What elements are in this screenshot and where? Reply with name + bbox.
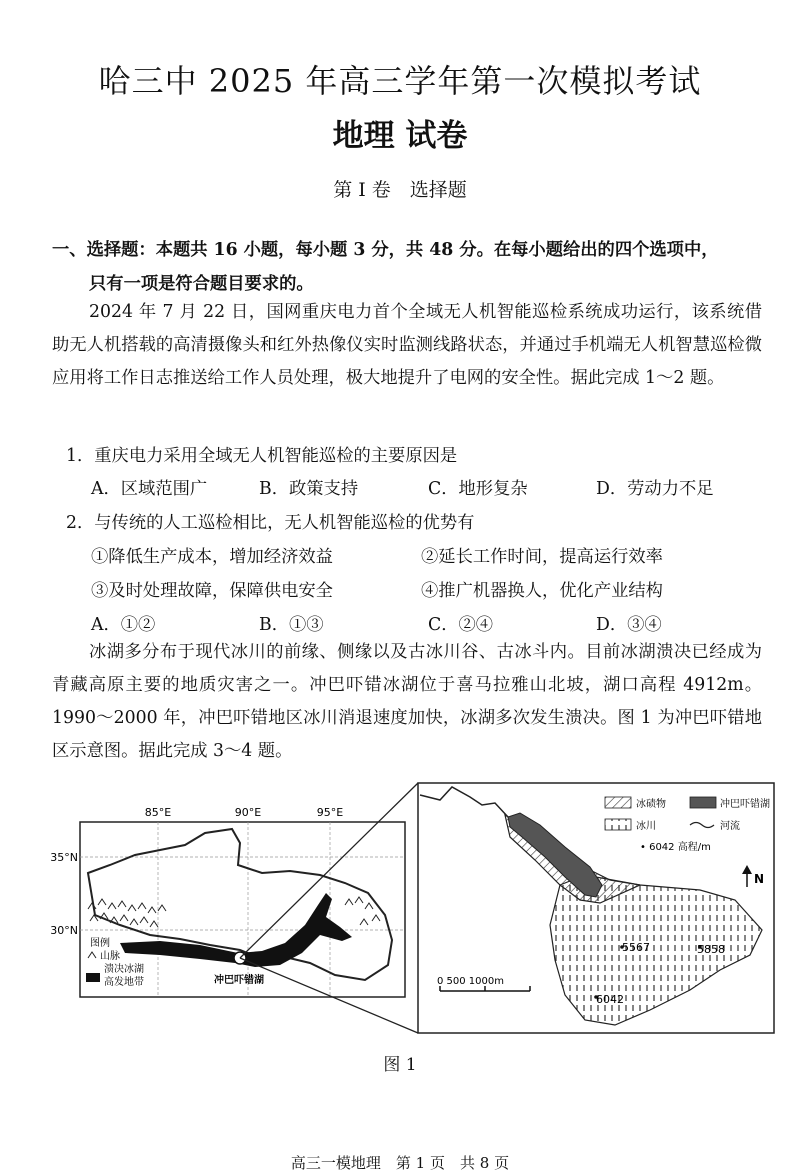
lake-label: 冲巴吓错湖 (214, 975, 264, 986)
q2-item-3: ③及时处理故障，保障供电安全 (91, 581, 333, 601)
q2-option-b: B．①③ (259, 615, 324, 635)
lon-label-90: 90°E (234, 806, 262, 819)
passage-1: 2024 年 7 月 22 日，国网重庆电力首个全域无人机智能巡检系统成功运行，该系统借助无人机搭载的高清摄像头和红外热像仪实时监测线路状态，并通过手机端无人机智慧巡检微应用将工作日志推送给工作人员处理，极大地提升了电网的安全性。据此完成 1～2 题。 (52, 302, 762, 388)
legend-lake-swatch (690, 797, 716, 808)
legend-glacier-swatch (605, 819, 631, 830)
figure-1 (0, 775, 800, 1040)
lat-label-30: 30°N (50, 924, 78, 937)
q2-item-4: ④推广机器换人，优化产业结构 (421, 581, 663, 601)
legend-title: 图例 (90, 938, 110, 949)
legend-river: 河流 (720, 821, 740, 832)
elevation-6042: 6042 (596, 993, 624, 1006)
exam-title: 哈三中 2025 年高三学年第一次模拟考试 (98, 62, 702, 100)
legend-lake: 冲巴吓错湖 (720, 799, 770, 810)
figure-caption: 图 1 (383, 1055, 417, 1075)
q2-option-a: A．①② (91, 615, 156, 635)
q2-item-1: ①降低生产成本，增加经济效益 (91, 547, 333, 567)
question-1-stem: 1．重庆电力采用全域无人机智能巡检的主要原因是 (66, 446, 458, 466)
legend-zone-swatch (86, 973, 100, 982)
q2-item-2: ②延长工作时间，提高运行效率 (421, 547, 663, 567)
tibet-overview-map (50, 806, 405, 997)
instructions-line2: 只有一项是符合题目要求的。 (89, 274, 314, 294)
legend-zone2: 高发地带 (104, 977, 144, 988)
lat-label-35: 35°N (50, 851, 78, 864)
page-footer: 高三一模地理 第 1 页 共 8 页 (290, 1154, 510, 1172)
section-heading: 第 I 卷 选择题 (333, 179, 467, 201)
legend-zone: 溃决冰湖 (104, 964, 144, 975)
elevation-5567: 5567 (622, 941, 650, 954)
legend-mountain: 山脉 (100, 951, 120, 962)
legend-moraine-swatch (605, 797, 631, 808)
q1-option-b: B．政策支持 (259, 479, 359, 499)
instructions-line1: 一、选择题：本题共 16 小题，每小题 3 分，共 48 分。在每小题给出的四个选项中， (52, 240, 719, 260)
q2-option-d: D．③④ (596, 615, 662, 635)
passage-2: 冰湖多分布于现代冰川的前缘、侧缘以及古冰川谷、古冰斗内。目前冰湖溃决已经成为青藏高原主要的地质灾害之一。冲巴吓错冰湖位于喜马拉雅山北坡，湖口高程 4912m。1990～2000 年，冲巴吓错地区冰川消退速度加快，冰湖多次发生溃决。图 1 为冲巴吓错地区示意图。据此完成 3～4 题。 (52, 642, 762, 761)
q1-option-c: C．地形复杂 (428, 479, 528, 499)
elevation-5858: 5858 (697, 943, 725, 956)
exam-subtitle: 地理 试卷 (332, 118, 468, 154)
north-label: N (754, 872, 765, 886)
legend-moraine: 冰碛物 (636, 799, 666, 810)
lon-label-85: 85°E (144, 806, 172, 819)
lon-label-95: 95°E (316, 806, 344, 819)
question-2-stem: 2．与传统的人工巡检相比，无人机智能巡检的优势有 (66, 513, 475, 533)
detail-map (418, 783, 774, 1033)
q1-option-a: A．区域范围广 (91, 479, 208, 499)
q1-option-d: D．劳动力不足 (596, 479, 714, 499)
legend-elevation: • 6042 高程/m (640, 842, 711, 853)
legend-glacier: 冰川 (636, 821, 656, 832)
scale-label: 0 500 1000m (437, 976, 504, 987)
q2-option-c: C．②④ (428, 615, 494, 635)
